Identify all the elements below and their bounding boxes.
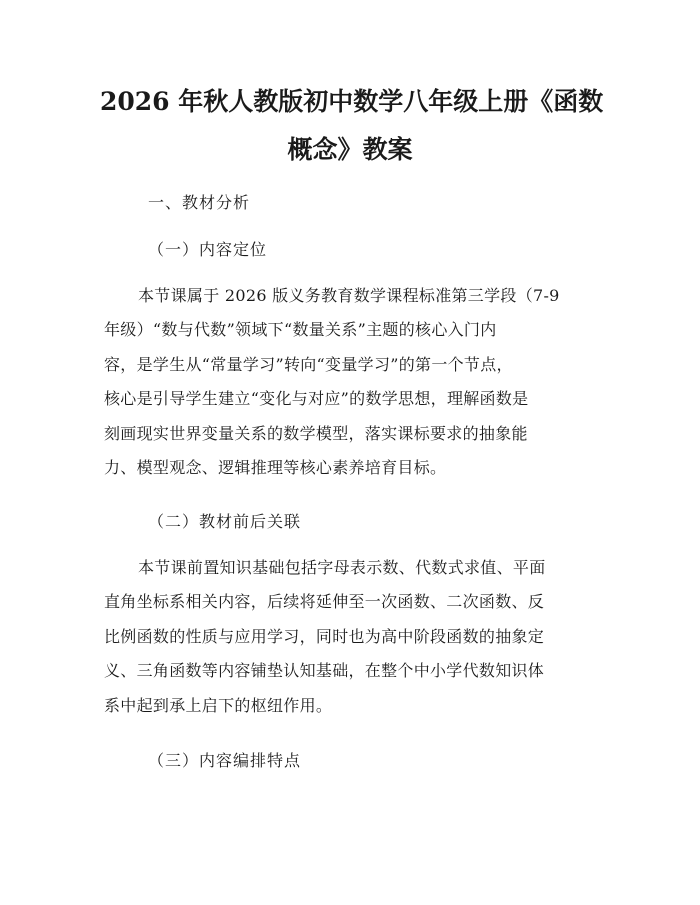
subheading-textbook-connections: （二）教材前后关联 — [148, 512, 302, 531]
paragraph-line: 本节课前置知识基础包括字母表示数、代数式求值、平面 — [138, 558, 546, 577]
paragraph-line: 直角坐标系相关内容，后续将延伸至一次函数、二次函数、反 — [104, 592, 545, 612]
paragraph-line: 系中起到承上启下的枢纽作用。 — [104, 695, 333, 715]
paragraph-content-positioning — [104, 279, 604, 485]
paragraph-line: 义、三角函数等内容铺垫认知基础，在整个中小学代数知识体 — [104, 661, 545, 681]
subheading-content-positioning: （一）内容定位 — [148, 240, 268, 259]
paragraph-line: 刻画现实世界变量关系的数学模型，落实课标要求的抽象能 — [104, 423, 528, 443]
paragraph-textbook-connections — [104, 551, 604, 723]
paragraph-line: 核心是引导学生建立“变化与对应”的数学思想，理解函数是 — [104, 389, 529, 409]
subheading-content-arrangement: （三）内容编排特点 — [148, 751, 302, 770]
section-heading-materials-analysis: 一、教材分析 — [148, 193, 251, 212]
paragraph-line: 年级）“数与代数”领域下“数量关系”主题的核心入门内 — [104, 320, 497, 340]
document-title — [100, 78, 604, 174]
paragraph-line: 本节课属于 2026 版义务教育数学课程标准第三学段（7-9 — [138, 286, 560, 305]
title-line-2: 概念》教案 — [287, 135, 413, 164]
paragraph-line: 比例函数的性质与应用学习，同时也为高中阶段函数的抽象定 — [104, 626, 545, 646]
paragraph-line: 容，是学生从“常量学习”转向“变量学习”的第一个节点， — [104, 354, 513, 374]
paragraph-line: 力、模型观念、逻辑推理等核心素养培育目标。 — [104, 458, 447, 478]
title-line-1: 2026 年秋人教版初中数学八年级上册《函数 — [100, 87, 604, 116]
